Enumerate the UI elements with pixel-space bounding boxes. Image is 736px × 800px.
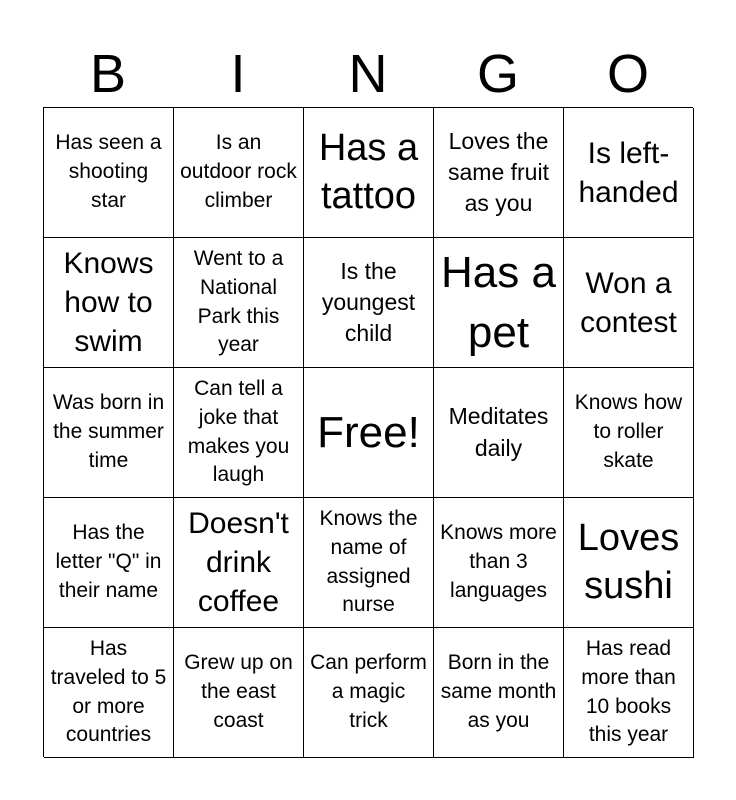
bingo-cell[interactable]: Has traveled to 5 or more countries (44, 628, 174, 758)
bingo-cell[interactable]: Loves sushi (564, 498, 694, 628)
bingo-cell[interactable]: Is the youngest child (304, 238, 434, 368)
header-letter-o: O (606, 44, 649, 104)
bingo-cell[interactable]: Is an outdoor rock climber (174, 108, 304, 238)
bingo-cell[interactable]: Can tell a joke that makes you laugh (174, 368, 304, 498)
free-space-cell[interactable]: Free! (304, 368, 434, 498)
bingo-cell[interactable]: Can perform a magic trick (304, 628, 434, 758)
header-letter-n: N (348, 44, 388, 104)
bingo-cell[interactable]: Grew up on the east coast (174, 628, 304, 758)
bingo-cell[interactable]: Has a tattoo (304, 108, 434, 238)
header-letter-b: B (89, 44, 127, 104)
bingo-cell[interactable]: Has the letter "Q" in their name (44, 498, 174, 628)
bingo-cell[interactable]: Knows more than 3 languages (434, 498, 564, 628)
bingo-cell[interactable]: Doesn't drink coffee (174, 498, 304, 628)
bingo-header (43, 40, 693, 108)
bingo-cell[interactable]: Was born in the summer time (44, 368, 174, 498)
bingo-cell[interactable]: Knows how to roller skate (564, 368, 694, 498)
bingo-card-grid (43, 107, 693, 757)
header-letter-g: G (476, 44, 519, 104)
bingo-cell[interactable]: Has seen a shooting star (44, 108, 174, 238)
bingo-cell[interactable]: Is left-handed (564, 108, 694, 238)
bingo-cell[interactable]: Loves the same fruit as you (434, 108, 564, 238)
bingo-cell[interactable]: Born in the same month as you (434, 628, 564, 758)
bingo-cell[interactable]: Meditates daily (434, 368, 564, 498)
bingo-cell[interactable]: Won a contest (564, 238, 694, 368)
bingo-cell[interactable]: Has read more than 10 books this year (564, 628, 694, 758)
bingo-cell[interactable]: Has a pet (434, 238, 564, 368)
bingo-cell[interactable]: Went to a National Park this year (174, 238, 304, 368)
bingo-cell[interactable]: Knows how to swim (44, 238, 174, 368)
bingo-cell[interactable]: Knows the name of assigned nurse (304, 498, 434, 628)
header-letter-i: I (230, 44, 246, 104)
